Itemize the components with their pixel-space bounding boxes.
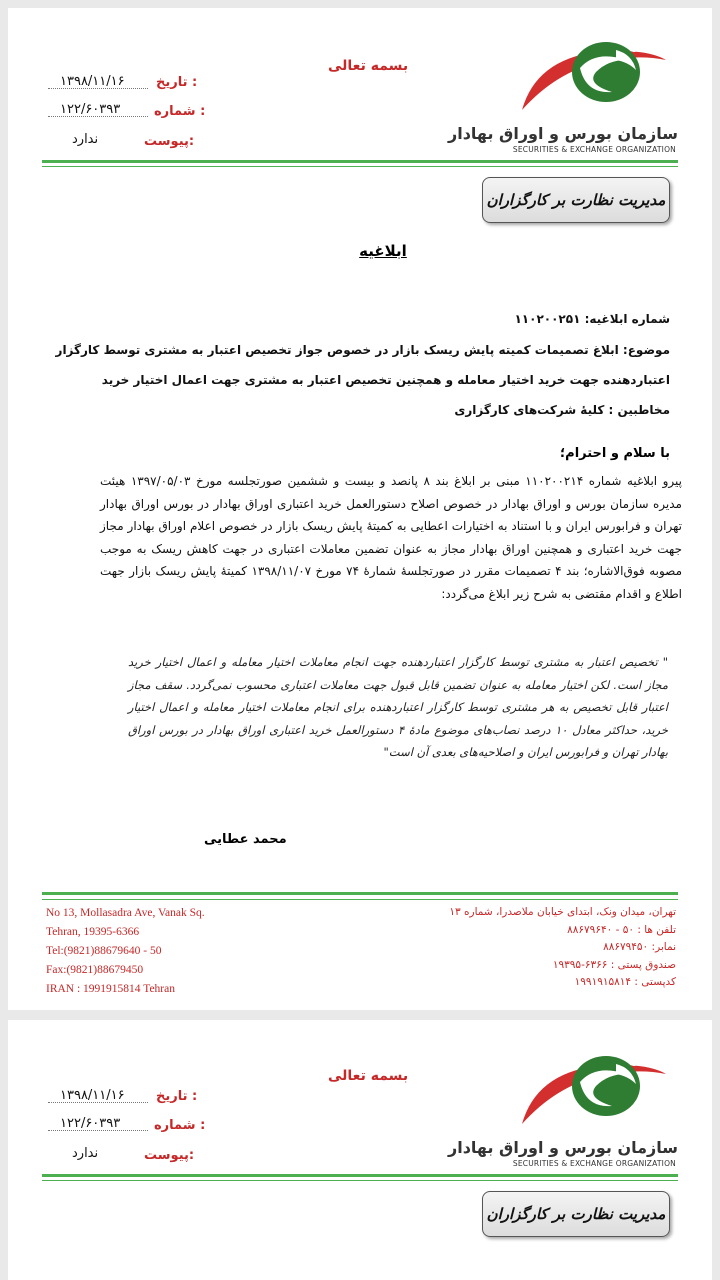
footer-address-en: [46, 904, 205, 999]
seo-logo: [516, 30, 678, 130]
footer-fa-line: تلفن ها : ۵۰ - ۸۸۶۷۹۶۴۰: [567, 923, 676, 936]
header-rule-thin: [42, 1180, 678, 1181]
seo-logo-icon: [516, 1044, 678, 1144]
footer-en-line: Fax:(9821)88679450: [46, 964, 144, 976]
number-value: ۱۲۲/۶۰۳۹۳: [60, 1116, 121, 1131]
number-label: شماره :: [154, 104, 206, 119]
attachment-label: پیوست:: [144, 1148, 195, 1163]
notice-number: شماره ابلاغیه: ۱۱۰۲۰۰۲۵۱: [514, 312, 670, 326]
letter-body: پیرو ابلاغیه شماره ۱۱۰۲۰۰۲۱۴ مبنی بر ابلاغ بند ۸ پانصد و بیست و ششمین صورتجلسه مورخ ۱۳۹۷/۰۵/۰۳ هیئت مدیره سازمان بورس و اوراق بهادار در خصوص اصلاح دستورالعمل خرید اعتباری اوراق بهادار در بورس اوراق بهادار تهران و فرابورس ایران و با استناد به اختیارات اعطایی به کمیتهٔ پایش ریسک بازار در خصوص اعلام اوراق بهادار مجاز جهت خرید اعتباری و همچنین اوراق بهادار مجاز به عنوان تضمین معاملات اعتباری در جهت کاهش ریسک به موجب مصوبه فوق‌الاشاره؛ بند ۴ تصمیمات مقرر در صورتجلسهٔ شمارهٔ ۷۴ مورخ ۱۳۹۸/۱۱/۰۷ کمیتهٔ پایش ریسک بازار جهت اطلاع و اقدام مقتضی به شرح زیر ابلاغ می‌گردد:: [100, 474, 683, 601]
footer-rule-thin: [42, 899, 678, 900]
date-label: تاریخ :: [156, 75, 198, 90]
date-value: ۱۳۹۸/۱۱/۱۶: [60, 1088, 125, 1103]
attachment-value: ندارد: [72, 1146, 99, 1161]
header-rule-thick: [42, 160, 678, 163]
addressees: مخاطبین : کلیهٔ شرکت‌های کارگزاری: [454, 403, 670, 417]
department-box: مدیریت نظارت بر کارگزاران: [482, 1191, 670, 1237]
seo-logo-icon: [516, 30, 678, 130]
greeting: با سلام و احترام؛: [559, 446, 670, 461]
footer-fa-line: تهران، میدان ونک، ابتدای خیابان ملاصدرا، شماره ۱۳: [449, 906, 676, 918]
footer-fa-line: صندوق پستی : ۶۳۶۶-۱۹۳۹۵: [552, 958, 676, 971]
footer-fa-line: نمابر: ۸۸۶۷۹۴۵۰: [603, 941, 676, 953]
footer-en-line: Tel:(9821)88679640 - 50: [46, 945, 162, 957]
date-dots: [48, 1088, 148, 1103]
footer-en-line: IRAN : 1991915814 Tehran: [46, 983, 175, 995]
attachment-label: پیوست:: [144, 134, 195, 149]
date-dots: [48, 74, 148, 89]
header-rule-thin: [42, 166, 678, 167]
bismillah-heading: بسمه تعالی: [328, 58, 409, 74]
org-name-en: SECURITIES & EXCHANGE ORGANIZATION: [512, 145, 676, 154]
letter-page-1: [8, 8, 712, 1010]
number-dots: [48, 1116, 148, 1131]
department-box: مدیریت نظارت بر کارگزاران: [482, 177, 670, 223]
footer-en-line: Tehran, 19395-6366: [46, 926, 140, 938]
number-value: ۱۲۲/۶۰۳۹۳: [60, 102, 121, 117]
letter-page-2: [8, 1020, 712, 1280]
seo-logo: [516, 1044, 678, 1144]
footer-rule-thick: [42, 892, 678, 895]
date-value: ۱۳۹۸/۱۱/۱۶: [60, 74, 125, 89]
org-name-fa: سازمان بورس و اوراق بهادار: [448, 1138, 678, 1157]
attachment-value: ندارد: [72, 132, 99, 147]
quoted-decision: " تخصیص اعتبار به مشتری توسط کارگزار اعتباردهنده جهت انجام معاملات اختیار معامله و اعمال اختیار خرید مجاز است. لکن اختیار معامله به عنوان تضمین قابل قبول جهت معاملات اعتباری محسوب نمی‌گردد. سقف مجاز اعتبار قابل تخصیص به هر مشتری توسط کارگزار اعتباردهنده برای انجام معاملات اختیار معامله و اعمال اختیار خرید، حداکثر معادل ۱۰ درصد نصاب‌های موضوع مادهٔ ۴ دستورالعمل خرید اعتباری اوراق بهادار در بورس اوراق بهادار تهران و فرابورس ایران و اصلاحیه‌های بعدی آن است": [128, 655, 668, 759]
date-label: تاریخ :: [156, 1089, 198, 1104]
letter-title: ابلاغیه: [359, 242, 407, 260]
org-name-en: SECURITIES & EXCHANGE ORGANIZATION: [512, 1159, 676, 1168]
bismillah-heading: بسمه تعالی: [328, 1068, 409, 1084]
number-dots: [48, 102, 148, 117]
header-rule-thick: [42, 1174, 678, 1177]
footer-en-line: No 13, Mollasadra Ave, Vanak Sq.: [46, 907, 205, 919]
subject-line-2: اعتباردهنده جهت خرید اختیار معامله و همچنین تخصیص اعتبار به مشتری جهت اعمال اختیار خرید: [101, 373, 670, 387]
number-label: شماره :: [154, 1118, 206, 1133]
signatory-name: محمد عطایی: [204, 832, 287, 847]
org-name-fa: سازمان بورس و اوراق بهادار: [448, 124, 678, 143]
footer-fa-line: کدپستی : ۱۹۹۱۹۱۵۸۱۴: [574, 976, 676, 988]
subject-line-1: موضوع: ابلاغ تصمیمات کمیته پایش ریسک بازار در خصوص جواز تخصیص اعتبار به مشتری توسط کارگزار: [55, 343, 670, 357]
footer-address-fa: [396, 904, 676, 992]
